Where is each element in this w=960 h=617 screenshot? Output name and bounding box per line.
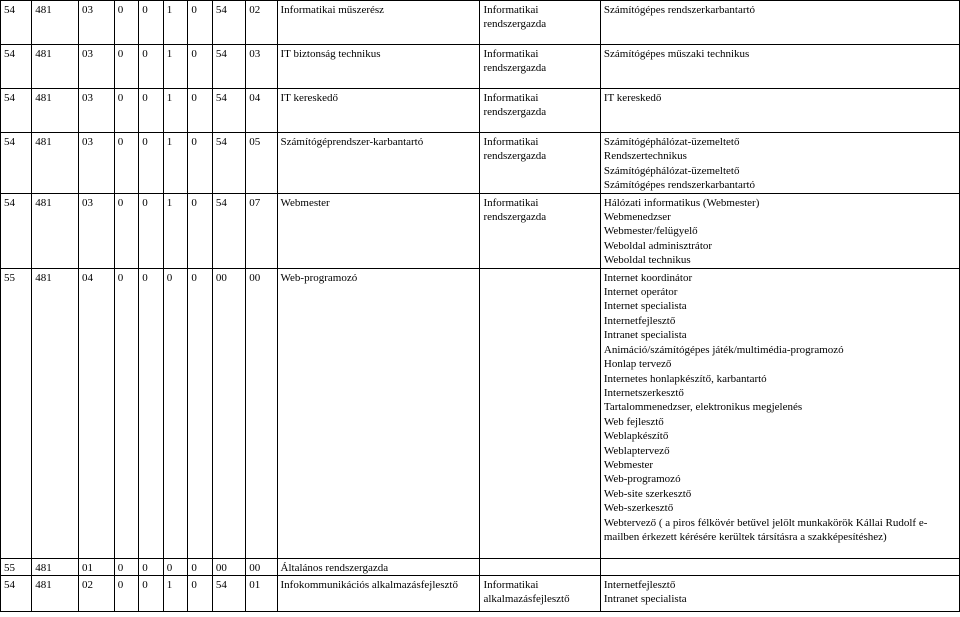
code-cell: 03 <box>79 89 115 133</box>
table-row <box>1 45 960 89</box>
job-item: IT kereskedő <box>603 92 662 104</box>
code-cell: 54 <box>212 45 245 89</box>
table-row <box>1 1 960 45</box>
job-item: Számítógépes rendszerkarbantartó <box>603 4 756 16</box>
job-item: Internetszerkesztő <box>603 386 684 399</box>
code-cell: 54 <box>1 576 32 612</box>
qualification-name-cell: Informatikai műszerész <box>277 1 480 45</box>
code-cell: 0 <box>114 89 139 133</box>
qualification-name-cell: Web-programozó <box>277 268 480 558</box>
qualification-name-cell: Infokommunikációs alkalmazásfejlesztő <box>277 576 480 612</box>
job-item: Internet operátor <box>603 286 678 299</box>
jobs-cell <box>600 193 959 268</box>
jobs-cell <box>600 1 959 45</box>
group-cell <box>480 1 600 45</box>
code-cell: 0 <box>114 45 139 89</box>
job-item: Web-szerkesztő <box>603 502 674 515</box>
job-item: Internetes honlapkészítő, karbantartó <box>603 372 767 385</box>
code-cell: 481 <box>32 1 79 45</box>
code-cell: 0 <box>139 193 164 268</box>
code-cell: 0 <box>139 576 164 612</box>
job-item: Web-site szerkesztő <box>603 487 692 500</box>
group-line: Informatikai <box>483 48 539 60</box>
code-cell: 54 <box>212 89 245 133</box>
code-cell: 00 <box>246 268 277 558</box>
job-item: Tartalommenedzser, elektronikus megjelenés <box>603 401 803 414</box>
job-item: Számítógépes műszaki technikus <box>603 48 750 60</box>
job-item: Web-programozó <box>603 473 681 486</box>
code-cell: 55 <box>1 268 32 558</box>
code-cell: 481 <box>32 576 79 612</box>
code-cell: 0 <box>139 133 164 194</box>
code-cell: 04 <box>246 89 277 133</box>
code-cell: 00 <box>212 558 245 575</box>
code-cell: 0 <box>114 133 139 194</box>
job-item: Intranet specialista <box>603 329 687 342</box>
code-cell: 54 <box>212 1 245 45</box>
code-cell: 0 <box>139 89 164 133</box>
group-line: Informatikai <box>483 196 539 209</box>
code-cell: 54 <box>212 133 245 194</box>
job-item: Internetfejlesztő <box>603 579 676 592</box>
group-line: rendszergazda <box>483 211 547 224</box>
code-cell: 54 <box>1 193 32 268</box>
code-cell: 0 <box>114 576 139 612</box>
job-item: Számítógéphálózat-üzemeltető <box>603 164 740 177</box>
code-cell: 0 <box>163 268 188 558</box>
code-cell: 0 <box>114 268 139 558</box>
code-cell: 54 <box>1 45 32 89</box>
job-item: Webmester/felügyelő <box>603 225 698 238</box>
code-cell: 481 <box>32 558 79 575</box>
jobs-cell <box>600 45 959 89</box>
group-cell <box>480 133 600 194</box>
code-cell: 54 <box>1 133 32 194</box>
code-cell: 55 <box>1 558 32 575</box>
table-row <box>1 89 960 133</box>
jobs-cell <box>600 558 959 575</box>
jobs-cell <box>600 133 959 194</box>
code-cell: 481 <box>32 193 79 268</box>
qualification-name-cell: Általános rendszergazda <box>277 558 480 575</box>
qualification-name-cell: IT kereskedő <box>277 89 480 133</box>
code-cell: 0 <box>139 268 164 558</box>
group-line: rendszergazda <box>483 150 547 163</box>
code-cell: 0 <box>114 193 139 268</box>
job-item: Honlap tervező <box>603 358 672 371</box>
code-cell: 03 <box>79 193 115 268</box>
job-item: Weboldal adminisztrátor <box>603 239 713 252</box>
group-cell <box>480 45 600 89</box>
job-item: Számítógéphálózat-üzemeltető <box>603 136 740 148</box>
code-cell: 0 <box>188 133 213 194</box>
code-cell: 0 <box>139 558 164 575</box>
job-item: Hálózati informatikus (Webmester) <box>603 196 760 209</box>
code-cell: 481 <box>32 268 79 558</box>
table-row <box>1 193 960 268</box>
code-cell: 02 <box>246 1 277 45</box>
table-row <box>1 133 960 194</box>
group-line: Informatikai <box>483 136 539 148</box>
table-body <box>1 1 960 612</box>
group-cell <box>480 576 600 612</box>
code-cell: 03 <box>79 45 115 89</box>
code-cell: 0 <box>139 45 164 89</box>
jobs-cell <box>600 268 959 558</box>
jobs-cell <box>600 576 959 612</box>
group-cell <box>480 268 600 558</box>
code-cell: 04 <box>79 268 115 558</box>
group-line: rendszergazda <box>483 18 547 31</box>
code-cell: 0 <box>188 268 213 558</box>
job-item: Rendszertechnikus <box>603 150 687 163</box>
code-cell: 03 <box>79 1 115 45</box>
code-cell: 0 <box>114 1 139 45</box>
code-cell: 0 <box>188 89 213 133</box>
code-cell: 03 <box>79 133 115 194</box>
group-line: Informatikai <box>483 92 539 104</box>
group-cell <box>480 193 600 268</box>
group-line: Informatikai <box>483 4 539 16</box>
code-cell: 481 <box>32 89 79 133</box>
job-item: Internet koordinátor <box>603 271 693 284</box>
job-item: Webtervező ( a piros félkövér betűvel jelölt munkakörök Kállai Rudolf e-mailben érkezett kérésére kerültek társításra a szakképesítéshez) <box>603 516 928 543</box>
job-item: Weboldal technikus <box>603 254 691 267</box>
code-cell: 0 <box>188 558 213 575</box>
code-cell: 481 <box>32 133 79 194</box>
code-cell: 0 <box>188 193 213 268</box>
code-cell: 00 <box>246 558 277 575</box>
code-cell: 54 <box>212 576 245 612</box>
code-cell: 02 <box>79 576 115 612</box>
job-item: Internetfejlesztő <box>603 314 676 327</box>
code-cell: 0 <box>114 558 139 575</box>
code-cell: 0 <box>188 576 213 612</box>
job-item: Számítógépes rendszerkarbantartó <box>603 179 756 192</box>
code-cell: 00 <box>212 268 245 558</box>
code-cell: 03 <box>246 45 277 89</box>
code-cell: 54 <box>1 1 32 45</box>
job-item: Weblapkészítő <box>603 430 669 443</box>
code-cell: 07 <box>246 193 277 268</box>
qualification-name-cell: IT biztonság technikus <box>277 45 480 89</box>
group-line: alkalmazásfejlesztő <box>483 593 570 606</box>
code-cell: 0 <box>139 1 164 45</box>
job-item: Webmester <box>603 458 654 471</box>
qualification-name-cell: Számítógéprendszer-karbantartó <box>277 133 480 194</box>
code-cell: 1 <box>163 193 188 268</box>
job-item: Web fejlesztő <box>603 415 664 428</box>
code-cell: 05 <box>246 133 277 194</box>
code-cell: 01 <box>246 576 277 612</box>
code-cell: 0 <box>188 45 213 89</box>
job-item: Weblaptervező <box>603 444 670 457</box>
code-cell: 0 <box>163 558 188 575</box>
table-row <box>1 576 960 612</box>
code-cell: 1 <box>163 576 188 612</box>
code-cell: 481 <box>32 45 79 89</box>
code-cell: 1 <box>163 45 188 89</box>
code-cell: 1 <box>163 89 188 133</box>
table-row <box>1 558 960 575</box>
jobs-cell <box>600 89 959 133</box>
code-cell: 1 <box>163 1 188 45</box>
job-item: Internet specialista <box>603 300 687 313</box>
job-item: Webmenedzser <box>603 211 671 224</box>
group-line: rendszergazda <box>483 106 547 119</box>
qualification-name-cell: Webmester <box>277 193 480 268</box>
code-cell: 54 <box>1 89 32 133</box>
group-cell <box>480 558 600 575</box>
code-cell: 0 <box>188 1 213 45</box>
job-item: Animáció/számítógépes játék/multimédia-programozó <box>603 343 844 356</box>
code-cell: 54 <box>212 193 245 268</box>
code-cell: 1 <box>163 133 188 194</box>
job-item: Intranet specialista <box>603 593 687 606</box>
code-cell: 01 <box>79 558 115 575</box>
group-line: rendszergazda <box>483 62 547 75</box>
group-line: Informatikai <box>483 579 539 592</box>
group-cell <box>480 89 600 133</box>
table-row <box>1 268 960 558</box>
